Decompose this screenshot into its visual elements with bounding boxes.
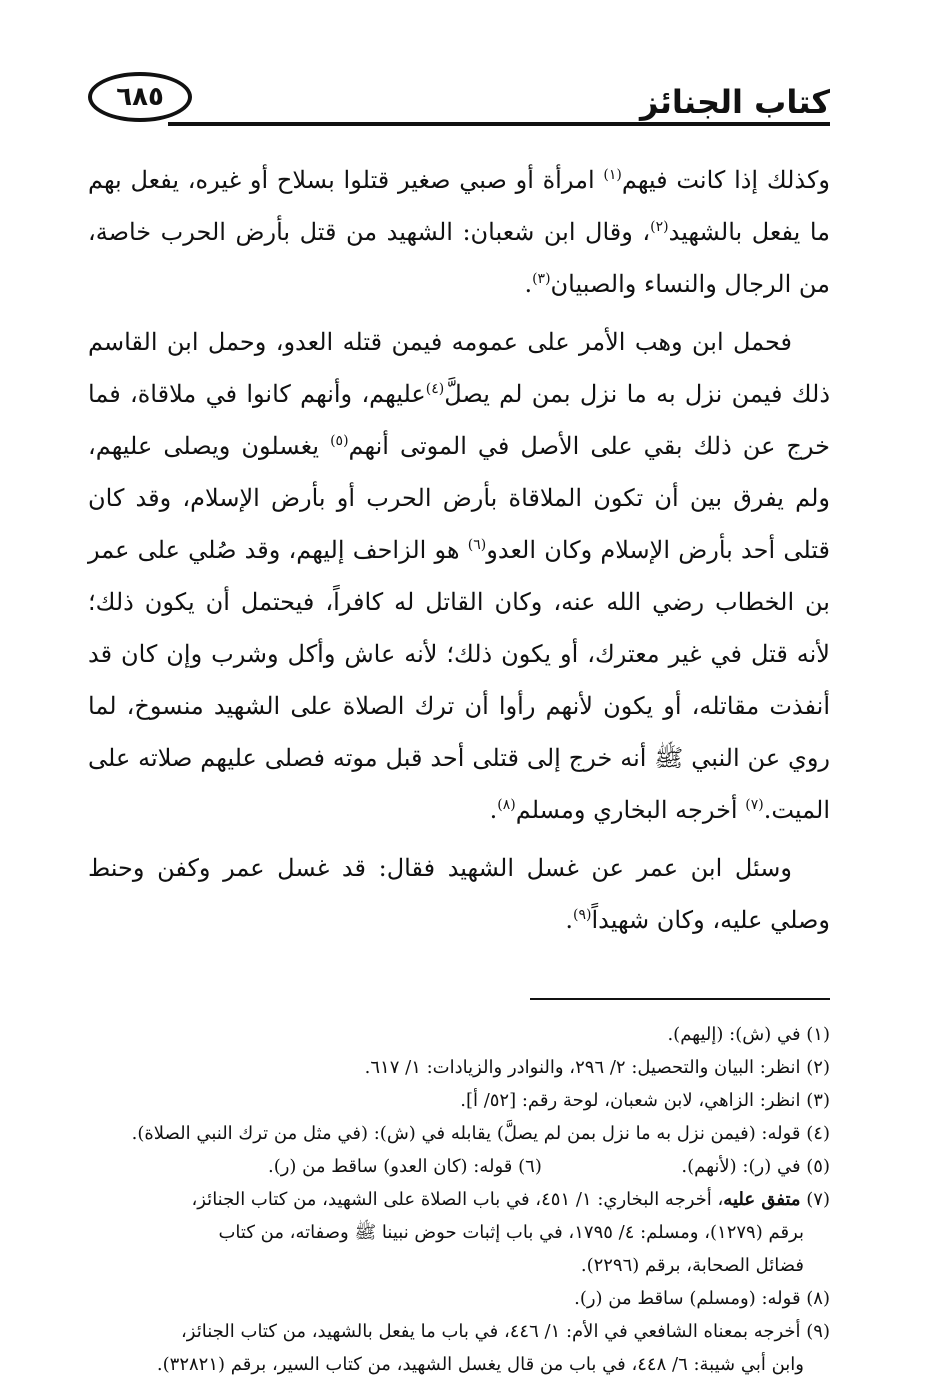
footnote: (٨) قوله: (ومسلم) ساقط من (ر). [574,1288,830,1309]
paragraph: وسئل ابن عمر عن غسل الشهيد فقال: قد غسل عمر وكفن وحنط وصلي عليه، وكان شهيداً$^{(٩)}$. [88,854,830,934]
footnote-ref[interactable]: (٧) [745,797,764,813]
footnote-ref[interactable]: (١) [603,167,622,183]
footnote-continuation: فضائل الصحابة، برقم (٢٢٩٦). [580,1255,804,1276]
paragraph: وكذلك إذا كانت فيهم$^{(١)}$ امرأة أو صبي صغير قتلوا بسلاح أو غيره، يفعل بهم ما يفعل بالشهيد$^{(٢)}$، وقال ابن شعبان: الشهيد من قتل بأرض الحرب خاصة، من الرجال والنساء والصبيان$^{(٣)}$. [88,166,831,298]
footnote-ref[interactable]: (٢) [650,219,669,235]
footnote-ref[interactable]: (٤) [425,381,445,397]
book-page [88,70,831,1375]
footnote-ref[interactable]: (٥) [330,433,349,449]
footnote: (٩) أخرجه بمعناه الشافعي في الأم: ١/ ٤٤٦، في باب ما يفعل بالشهيد، من كتاب الجنائز، [181,1321,830,1342]
footnote-row [88,1150,830,1183]
footnote-ref[interactable]: (٦) [467,537,487,553]
footnote: (٢) انظر: البيان والتحصيل: ٢/ ٢٩٦، والنوادر والزيادات: ١/ ٦١٧. [364,1057,830,1078]
page-number: ٦٨٥ [88,72,192,122]
main-text [88,154,830,946]
footnotes [88,1018,830,1381]
footnote-ref[interactable]: (٣) [532,271,551,287]
footnote-continuation: برقم (١٢٧٩)، ومسلم: ٤/ ١٧٩٥، في باب إثبات حوض نبينا ﷺ وصفاته، من كتاب [218,1222,804,1243]
header-rule [168,122,830,126]
footnote: (١) في (ش): (إليهم). [667,1024,830,1045]
footnote-ref[interactable]: (٨) [497,797,516,813]
footnote: (٣) انظر: الزاهي، لابن شعبان، لوحة رقم: [٥٢/ أ]. [460,1090,830,1111]
footnote: (٥) في (ر): (لأنهم). [681,1156,830,1177]
footnote-separator [530,998,830,1000]
page-header [88,70,830,132]
footnote: (٧) متفق عليه، أخرجه البخاري: ١/ ٤٥١، في باب الصلاة على الشهيد، من كتاب الجنائز، [191,1189,830,1210]
footnote: (٦) قوله: (كان العدو) ساقط من (ر). [268,1156,542,1177]
footnote: (٤) قوله: (فيمن نزل به ما نزل بمن لم يصلَّ) يقابله في (ش): (في مثل من ترك النبي الصلاة). [131,1123,830,1144]
paragraph: فحمل ابن وهب الأمر على عمومه فيمن قتله العدو، وحمل ابن القاسم ذلك فيمن نزل به ما نزل بمن لم يصلَّ$^{(٤)}$عليهم، وأنهم كانوا في ملاقاة، فما خرج عن ذلك بقي على الأصل في الموتى أنهم$^{(٥)}$ يغسلون ويصلى عليهم، ولم يفرق بين أن تكون الملاقاة بأرض الحرب أو بأرض الإسلام، وقد كان قتلى أحد بأرض الإسلام وكان العدو$^{(٦)}$ هو الزاحف إليهم، وقد صُلي على عمر بن الخطاب رضي الله عنه، وكان القاتل له كافراً، فيحتمل أن يكون ذلك؛ لأنه قتل في غير معترك، أو يكون ذلك؛ لأنه عاش وأكل وشرب وإن كان قد أنفذت مقاتله، أو يكون لأنهم رأوا أن ترك الصلاة على الشهيد منسوخ، لما روي عن النبي ﷺ أنه خرج إلى قتلى أحد قبل موته فصلى عليهم صلاته على الميت.$^{(٧)}$ أخرجه البخاري ومسلم$^{(٨)}$. [88,328,831,824]
footnote-ref[interactable]: (٩) [572,907,592,923]
footnote-continuation: وابن أبي شيبة: ٦/ ٤٤٨، في باب من قال يغسل الشهيد، من كتاب السير، برقم (٣٢٨٢١). [156,1354,804,1375]
book-title: كتاب الجنائز [639,83,830,121]
